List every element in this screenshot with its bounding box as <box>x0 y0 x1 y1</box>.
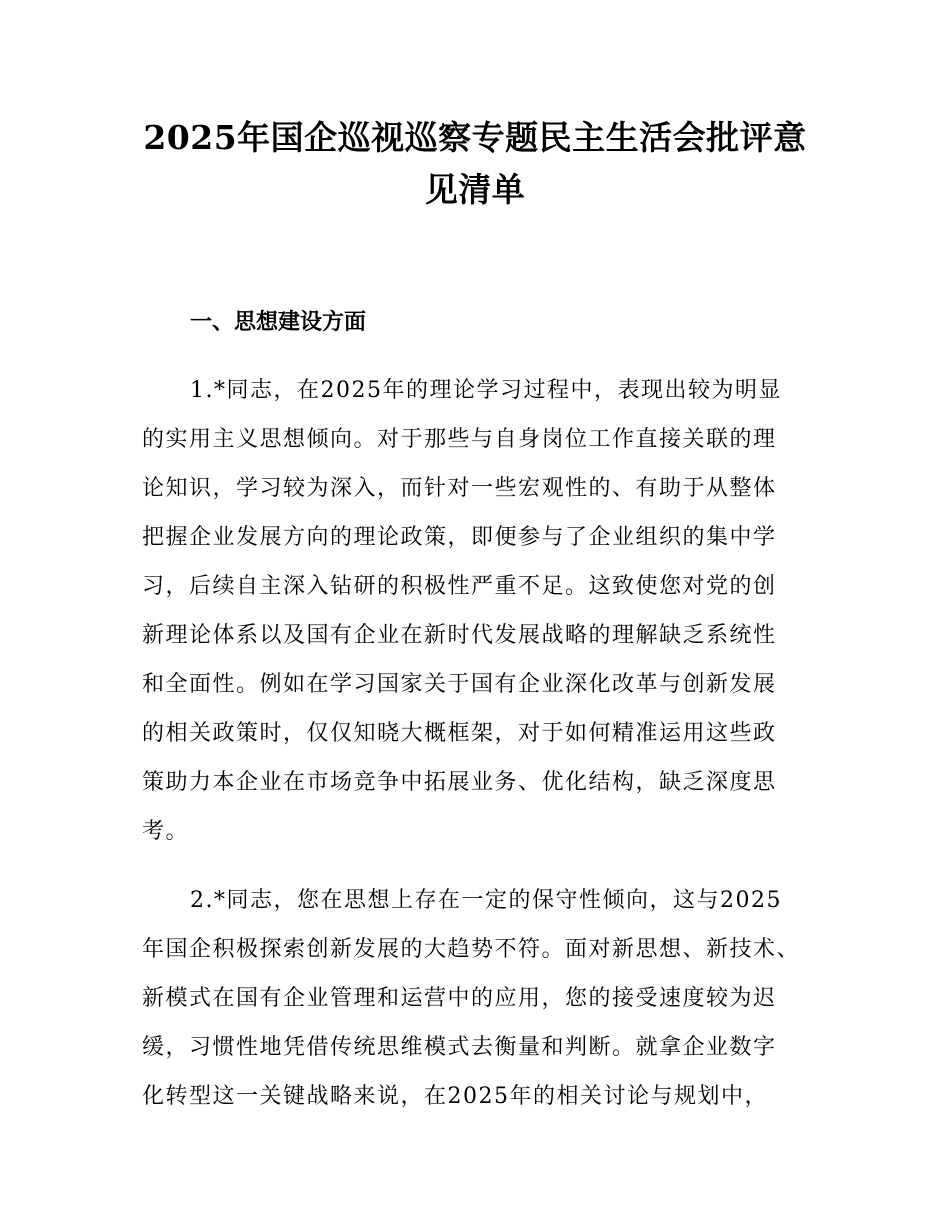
paragraph-line: 1.*同志，在2025年的理论学习过程中，表现出较为明显 <box>190 378 782 403</box>
paragraph-line: 化转型这一关键战略来说，在2025年的相关讨论与规划中， <box>142 1084 768 1109</box>
paragraph-line: 把握企业发展方向的理论政策，即便参与了企业组织的集中学 <box>142 525 777 550</box>
title-line: 2025年国企巡视巡察专题民主生活会批评意 <box>143 118 807 157</box>
paragraph-line: 新模式在国有企业管理和运营中的应用，您的接受速度较为迟 <box>142 986 777 1011</box>
paragraph-line: 2.*同志，您在思想上存在一定的保守性倾向，这与2025 <box>190 888 782 913</box>
paragraph-line: 论知识，学习较为深入，而针对一些宏观性的、有助于从整体 <box>142 476 777 501</box>
paragraph <box>142 366 842 856</box>
paragraph-line: 的实用主义思想倾向。对于那些与自身岗位工作直接关联的理 <box>142 427 777 452</box>
paragraph-line: 习，后续自主深入钻研的积极性严重不足。这致使您对党的创 <box>142 574 777 599</box>
paragraph-line: 考。 <box>142 819 190 844</box>
paragraph-line: 策助力本企业在市场竞争中拓展业务、优化结构，缺乏深度思 <box>142 770 777 795</box>
title-line: 见清单 <box>424 170 526 209</box>
paragraph-line: 和全面性。例如在学习国家关于国有企业深化改革与创新发展 <box>142 672 777 697</box>
paragraph <box>142 876 842 1121</box>
section-heading: 一、思想建设方面 <box>190 309 367 335</box>
paragraph-line: 年国企积极探索创新发展的大趋势不符。面对新思想、新技术、 <box>142 937 801 962</box>
paragraph-line: 缓，习惯性地凭借传统思维模式去衡量和判断。就拿企业数字 <box>142 1035 777 1060</box>
document-title <box>110 112 840 216</box>
paragraph-line: 新理论体系以及国有企业在新时代发展战略的理解缺乏系统性 <box>142 623 777 648</box>
paragraph-line: 的相关政策时，仅仅知晓大概框架，对于如何精准运用这些政 <box>142 721 777 746</box>
